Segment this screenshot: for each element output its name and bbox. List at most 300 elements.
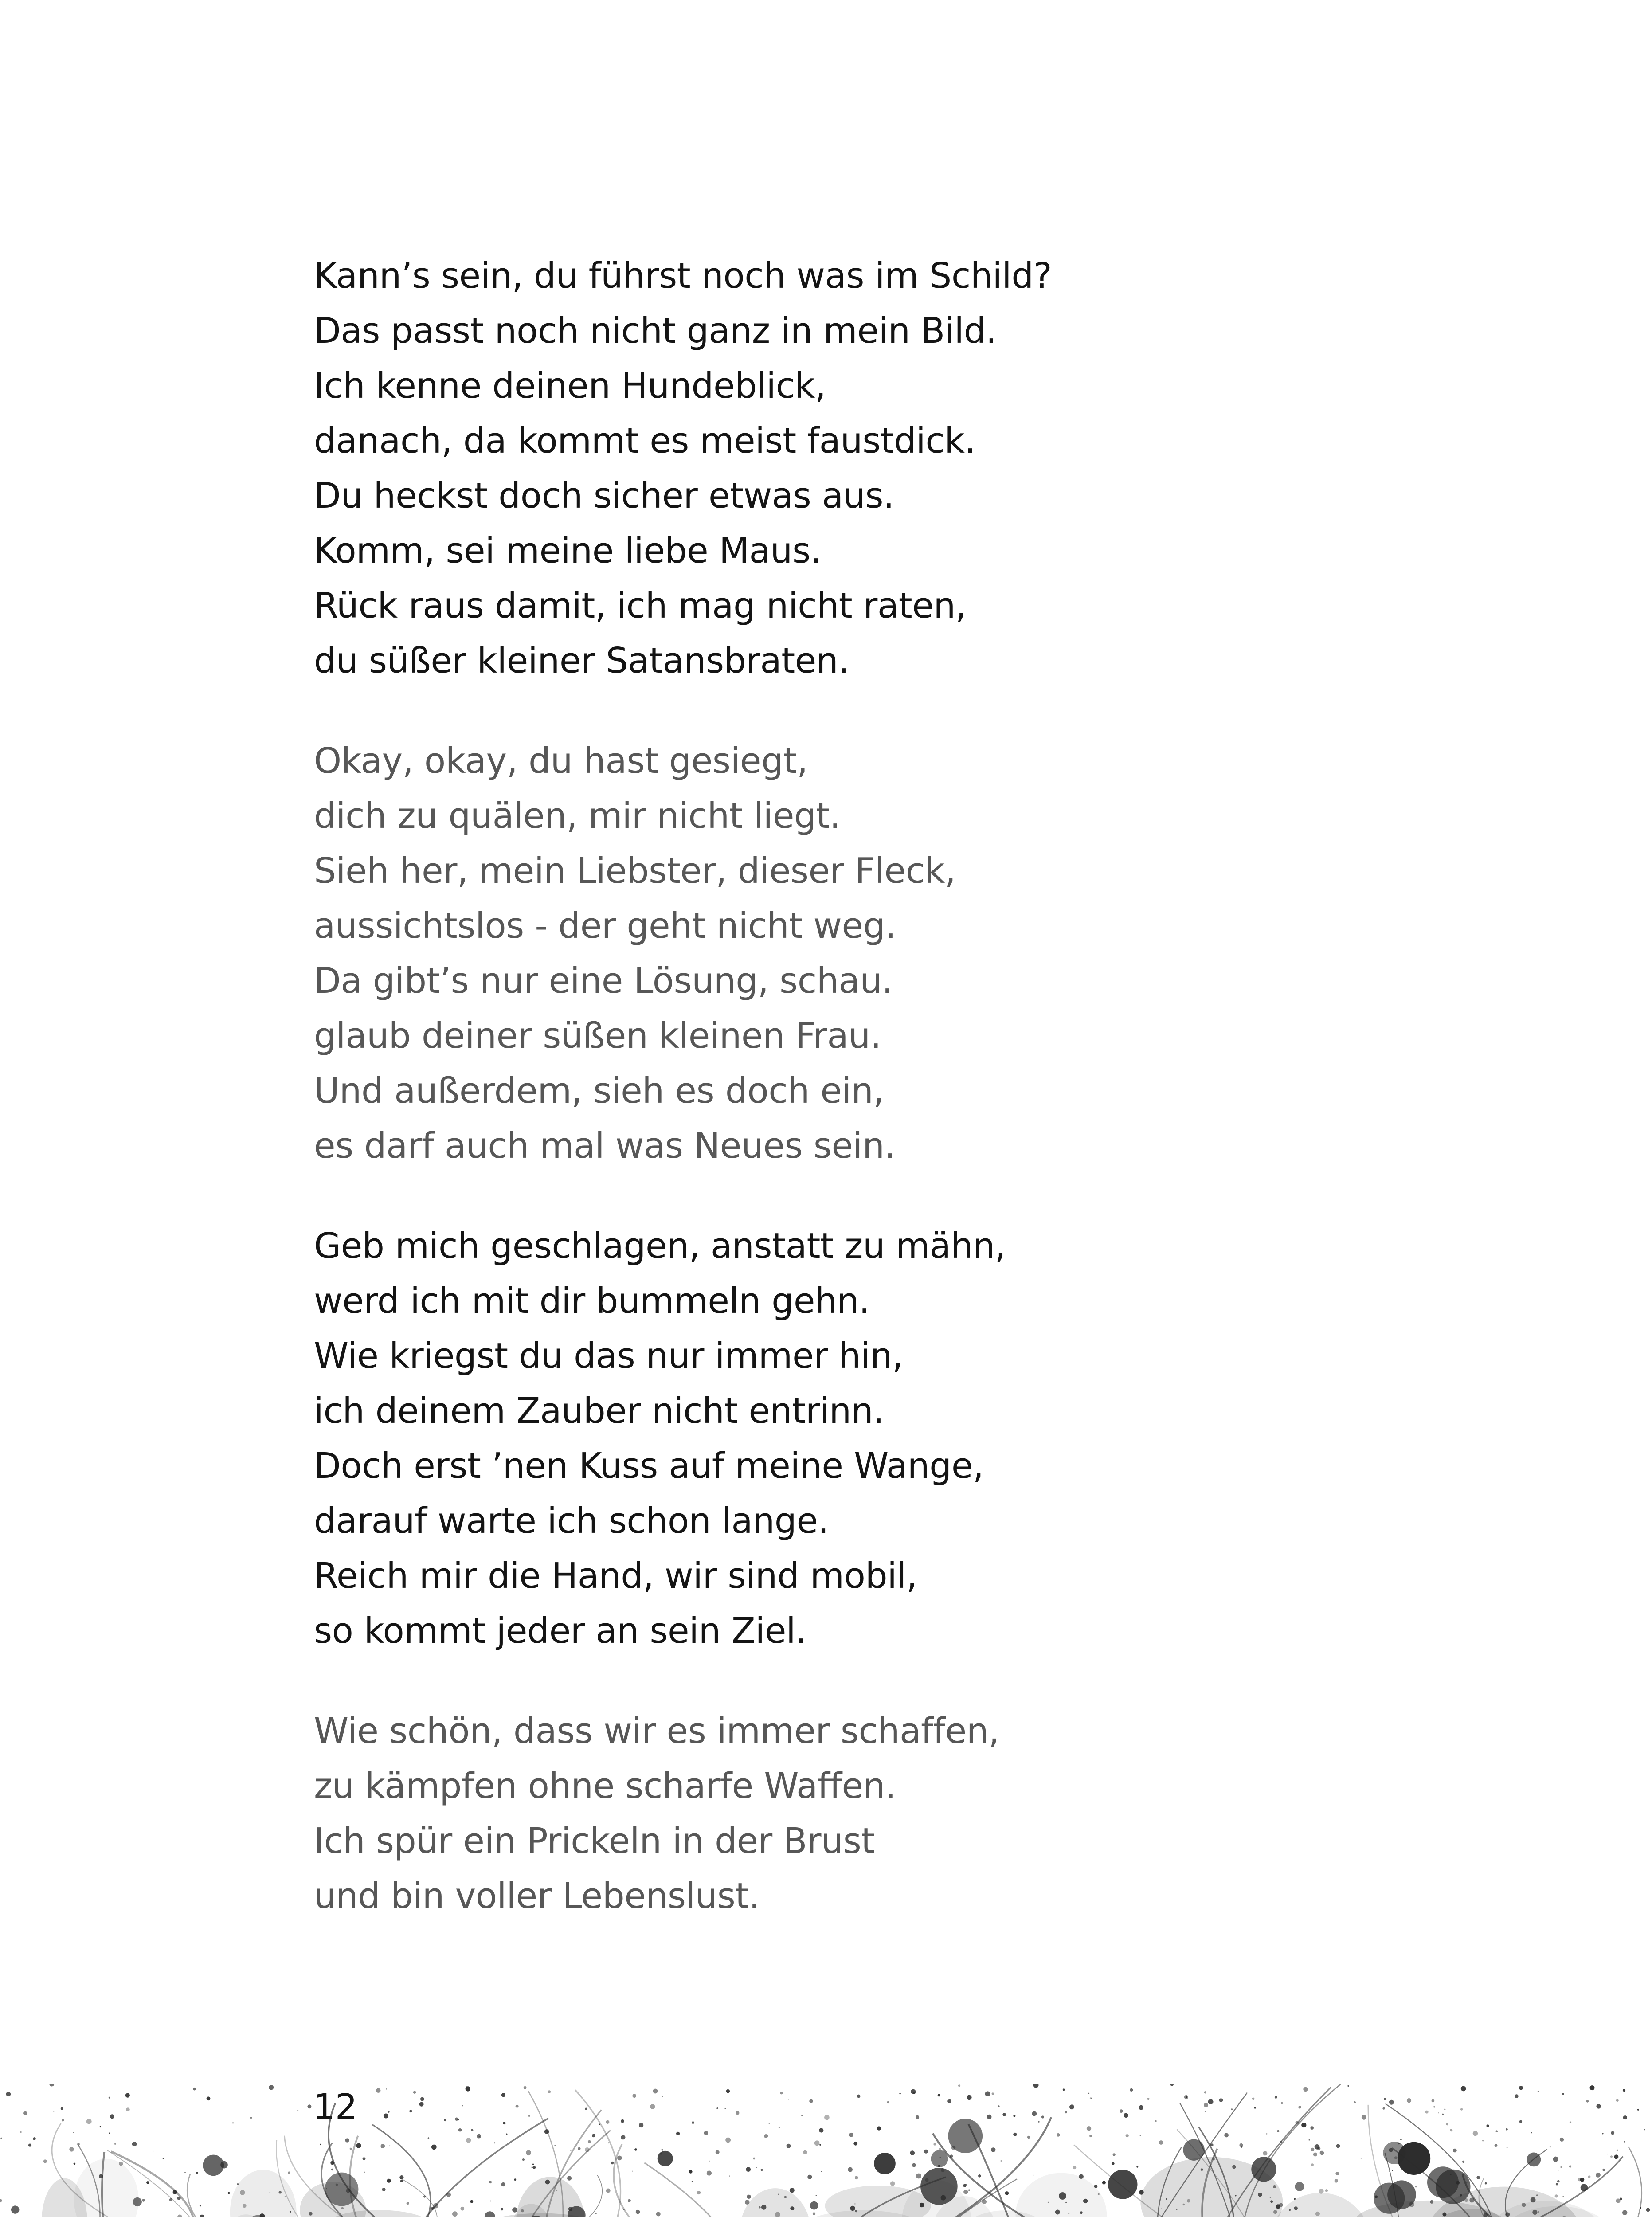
ink-speck bbox=[947, 2099, 951, 2103]
ink-speck bbox=[1254, 2107, 1256, 2109]
ink-speck bbox=[608, 2143, 610, 2144]
ink-speck bbox=[61, 2107, 63, 2110]
poem-line: Geb mich geschlagen, anstatt zu mähn, bbox=[314, 1226, 1006, 1266]
ink-speck bbox=[1124, 2113, 1128, 2118]
ink-speck bbox=[388, 2111, 390, 2113]
ink-speck bbox=[1258, 2193, 1262, 2197]
ink-speck bbox=[309, 2212, 312, 2216]
ink-speck bbox=[501, 2093, 505, 2097]
poem-line: danach, da kommt es meist faustdick. bbox=[314, 420, 976, 461]
ink-speck bbox=[28, 2144, 31, 2147]
ink-speck bbox=[1335, 2172, 1339, 2175]
poem-line: aussichtslos - der geht nicht weg. bbox=[314, 905, 896, 946]
ink-speck bbox=[6, 2092, 11, 2097]
ink-speck bbox=[1310, 2126, 1314, 2130]
ink-speck bbox=[568, 2207, 573, 2211]
ink-stroke bbox=[1584, 2147, 1641, 2217]
ink-speck bbox=[623, 2209, 625, 2210]
ink-speck bbox=[621, 2119, 624, 2123]
ink-speck bbox=[1602, 2169, 1605, 2171]
ink-speck bbox=[1438, 2112, 1439, 2113]
ink-speck bbox=[725, 2108, 726, 2109]
ink-speck bbox=[73, 2132, 74, 2133]
ink-speck bbox=[477, 2134, 481, 2139]
ink-speck bbox=[1079, 2174, 1084, 2179]
ink-speck bbox=[207, 2096, 211, 2100]
ink-speck bbox=[1032, 2111, 1037, 2116]
ink-speck bbox=[1187, 2199, 1190, 2203]
ink-blot bbox=[810, 2201, 818, 2210]
ink-blot bbox=[1251, 2157, 1276, 2182]
ink-speck bbox=[1208, 2099, 1214, 2104]
ink-speck bbox=[985, 2091, 990, 2096]
ink-speck bbox=[433, 2203, 438, 2209]
poem-line: so kommt jeder an sein Ziel. bbox=[314, 1610, 806, 1651]
ink-speck bbox=[1482, 2140, 1484, 2141]
poem-line: Da gibt’s nur eine Lösung, schau. bbox=[314, 960, 893, 1001]
ink-speck bbox=[1098, 2193, 1100, 2195]
ink-speck bbox=[1204, 2103, 1208, 2107]
ink-speck bbox=[387, 2179, 391, 2183]
ink-speck bbox=[462, 2105, 463, 2107]
ink-speck bbox=[636, 2210, 640, 2214]
ink-speck bbox=[1486, 2124, 1489, 2127]
ink-speck bbox=[1159, 2140, 1163, 2145]
ink-speck bbox=[813, 2212, 815, 2215]
ink-speck bbox=[1415, 2186, 1417, 2187]
ink-speck bbox=[1556, 2183, 1558, 2185]
poem-line: dich zu quälen, mir nicht liegt. bbox=[314, 795, 841, 836]
ink-speck bbox=[1057, 2133, 1060, 2137]
ink-speck bbox=[1596, 2173, 1601, 2178]
ink-speck bbox=[1515, 2094, 1518, 2098]
ink-speck bbox=[1389, 2171, 1390, 2172]
ink-speck bbox=[967, 2095, 971, 2100]
ink-speck bbox=[753, 2158, 755, 2160]
ink-speck bbox=[1166, 2198, 1167, 2200]
ink-speck bbox=[413, 2091, 416, 2094]
ink-speck bbox=[628, 2199, 631, 2202]
poem-line: glaub deiner süßen kleinen Frau. bbox=[314, 1015, 881, 1056]
ink-speck bbox=[376, 2088, 380, 2093]
ink-speck bbox=[987, 2115, 992, 2119]
ink-speck bbox=[1538, 2211, 1540, 2213]
ink-speck bbox=[126, 2107, 130, 2111]
ink-speck bbox=[1068, 2213, 1069, 2214]
ink-speck bbox=[950, 2154, 953, 2158]
ink-speck bbox=[899, 2093, 900, 2094]
ink-speck bbox=[1375, 2195, 1378, 2198]
ink-speck bbox=[606, 2120, 609, 2124]
ink-speck bbox=[807, 2175, 812, 2179]
poem-line: Reich mir die Hand, wir sind mobil, bbox=[314, 1555, 917, 1596]
ink-speck bbox=[1065, 2111, 1067, 2113]
ink-speck bbox=[350, 2148, 352, 2150]
ink-speck bbox=[1442, 2114, 1444, 2115]
ink-speck bbox=[790, 2188, 795, 2193]
ink-speck bbox=[489, 2181, 492, 2183]
ink-speck bbox=[1570, 2122, 1571, 2123]
ink-speck bbox=[1065, 2202, 1067, 2203]
ink-speck bbox=[458, 2128, 462, 2131]
ink-speck bbox=[1309, 2139, 1310, 2141]
ink-speck bbox=[916, 2115, 919, 2119]
ink-speck bbox=[177, 2197, 181, 2200]
ink-speck bbox=[228, 2192, 230, 2194]
ink-blot bbox=[133, 2197, 142, 2206]
ink-speck bbox=[1073, 2166, 1076, 2169]
ink-speck bbox=[853, 2142, 857, 2146]
ink-speck bbox=[1295, 2121, 1299, 2125]
ink-speck bbox=[49, 2084, 54, 2087]
ink-speck bbox=[232, 2122, 234, 2123]
ink-speck bbox=[1442, 2213, 1446, 2217]
poem bbox=[314, 248, 1511, 1969]
ink-speck bbox=[819, 2128, 823, 2132]
poem-line: Okay, okay, du hast gesiegt, bbox=[314, 740, 808, 781]
ink-speck bbox=[1140, 2135, 1141, 2136]
ink-speck bbox=[86, 2119, 92, 2124]
ink-speck bbox=[1317, 2147, 1321, 2150]
ink-speck bbox=[1170, 2084, 1174, 2086]
ink-speck bbox=[824, 2115, 830, 2120]
ink-speck bbox=[1313, 2153, 1317, 2157]
ink-speck bbox=[1433, 2106, 1435, 2108]
ink-speck bbox=[992, 2092, 994, 2095]
ink-speck bbox=[653, 2089, 658, 2094]
ink-speck bbox=[599, 2124, 600, 2125]
ink-speck bbox=[1270, 2197, 1271, 2198]
ink-speck bbox=[364, 2172, 365, 2173]
ink-speck bbox=[1563, 2196, 1564, 2197]
ink-speck bbox=[470, 2200, 473, 2203]
ink-speck bbox=[1495, 2144, 1498, 2147]
ink-speck bbox=[916, 2174, 921, 2179]
ink-speck bbox=[33, 2137, 36, 2140]
ink-speck bbox=[330, 2161, 334, 2165]
ink-speck bbox=[1432, 2099, 1435, 2103]
ink-speck bbox=[1640, 2207, 1641, 2209]
ink-blot bbox=[1295, 2182, 1304, 2191]
ink-speck bbox=[62, 2119, 64, 2122]
ink-speck bbox=[578, 2147, 581, 2150]
ink-speck bbox=[532, 2164, 534, 2165]
ink-speck bbox=[1562, 2093, 1564, 2095]
ink-speck bbox=[697, 2191, 701, 2194]
ink-speck bbox=[1610, 2155, 1613, 2158]
ink-speck bbox=[466, 2138, 471, 2143]
ink-speck bbox=[1270, 2200, 1273, 2203]
ink-speck bbox=[1273, 2210, 1277, 2214]
ink-speck bbox=[890, 2181, 895, 2186]
ink-speck bbox=[1389, 2148, 1393, 2152]
ink-speck bbox=[524, 2086, 527, 2089]
ink-speck bbox=[326, 2188, 327, 2189]
ink-speck bbox=[570, 2150, 572, 2151]
ink-speck bbox=[716, 2107, 718, 2109]
ink-speck bbox=[809, 2099, 813, 2103]
ink-speck bbox=[819, 2144, 821, 2146]
ink-speck bbox=[1622, 2210, 1627, 2215]
ink-speck bbox=[585, 2147, 590, 2152]
ink-speck bbox=[1560, 2166, 1562, 2168]
ink-speck bbox=[1507, 2147, 1508, 2148]
ink-speck bbox=[423, 2195, 426, 2197]
ink-speck bbox=[747, 2195, 751, 2199]
ink-speck bbox=[407, 2202, 409, 2205]
ink-stroke bbox=[372, 2125, 431, 2217]
ink-speck bbox=[704, 2131, 709, 2135]
ink-speck bbox=[1362, 2115, 1366, 2120]
ink-speck bbox=[639, 2123, 643, 2127]
ink-speck bbox=[707, 2171, 712, 2176]
ink-speck bbox=[978, 2174, 981, 2178]
ink-speck bbox=[769, 2123, 770, 2124]
ink-speck bbox=[1428, 2154, 1430, 2157]
ink-speck bbox=[1450, 2174, 1451, 2175]
ink-speck bbox=[380, 2144, 385, 2148]
ink-speck bbox=[1392, 2170, 1393, 2171]
ink-speck bbox=[857, 2095, 861, 2098]
ink-speck bbox=[692, 2181, 693, 2182]
ink-blot bbox=[920, 2168, 958, 2205]
ink-speck bbox=[444, 2119, 446, 2121]
ink-speck bbox=[1126, 2134, 1129, 2137]
ink-blot bbox=[1427, 2166, 1459, 2198]
ink-speck bbox=[848, 2167, 853, 2172]
poem-line: es darf auch mal was Neues sein. bbox=[314, 1125, 896, 1166]
ink-speck bbox=[761, 2205, 766, 2209]
ink-speck bbox=[1456, 2181, 1460, 2185]
ink-speck bbox=[606, 2189, 611, 2193]
ink-speck bbox=[363, 2157, 366, 2160]
ink-speck bbox=[279, 2191, 282, 2193]
ink-speck bbox=[269, 2085, 274, 2090]
ink-speck bbox=[400, 2180, 403, 2182]
ink-speck bbox=[725, 2138, 731, 2143]
ink-speck bbox=[556, 2190, 557, 2191]
ink-speck bbox=[1560, 2138, 1564, 2142]
ink-speck bbox=[196, 2172, 198, 2174]
ink-speck bbox=[516, 2105, 519, 2108]
ink-speck bbox=[1212, 2157, 1215, 2161]
ink-speck bbox=[1275, 2096, 1277, 2099]
ink-speck bbox=[243, 2204, 247, 2208]
ink-speck bbox=[788, 2099, 789, 2100]
ink-speck bbox=[1616, 2099, 1619, 2102]
ink-speck bbox=[1224, 2133, 1229, 2138]
ink-speck bbox=[998, 2105, 1000, 2107]
ink-speck bbox=[912, 2163, 916, 2167]
ink-speck bbox=[544, 2129, 549, 2134]
ink-speck bbox=[726, 2089, 730, 2093]
ink-speck bbox=[1460, 2194, 1462, 2196]
ink-speck bbox=[1644, 2129, 1645, 2130]
poem-line: Wie kriegst du das nur immer hin, bbox=[314, 1336, 903, 1376]
ink-speck bbox=[887, 2101, 889, 2103]
ink-speck bbox=[1136, 2166, 1138, 2168]
ink-speck bbox=[501, 2208, 503, 2211]
poem-line: zu kämpfen ohne scharfe Waffen. bbox=[314, 1766, 896, 1806]
ink-speck bbox=[341, 2207, 344, 2209]
ink-speck bbox=[399, 2175, 403, 2179]
ink-wash bbox=[230, 2170, 297, 2217]
ink-speck bbox=[1252, 2098, 1255, 2100]
ink-speck bbox=[1013, 2115, 1015, 2117]
ink-speck bbox=[1531, 2197, 1536, 2202]
poem-line: und bin voller Lebenslust. bbox=[314, 1876, 760, 1916]
ink-speck bbox=[522, 2158, 525, 2161]
ink-speck bbox=[1002, 2113, 1006, 2116]
ink-speck bbox=[109, 2097, 110, 2099]
ink-speck bbox=[1616, 2198, 1621, 2203]
ink-speck bbox=[1311, 2148, 1314, 2151]
ink-speck bbox=[1231, 2108, 1233, 2110]
ink-speck bbox=[938, 2094, 940, 2097]
ink-speck bbox=[759, 2206, 761, 2209]
ink-speck bbox=[548, 2090, 551, 2093]
ink-speck bbox=[1048, 2202, 1049, 2203]
ink-speck bbox=[1444, 2109, 1445, 2110]
ink-speck bbox=[1382, 2107, 1385, 2110]
ink-speck bbox=[938, 2165, 940, 2167]
ink-speck bbox=[1005, 2191, 1009, 2195]
ink-speck bbox=[632, 2094, 636, 2098]
ink-speck bbox=[100, 2126, 101, 2127]
ink-speck bbox=[1130, 2088, 1133, 2092]
ink-speck bbox=[1519, 2086, 1523, 2090]
ink-speck bbox=[925, 2178, 928, 2182]
ink-speck bbox=[951, 2146, 956, 2150]
ink-speck bbox=[939, 2148, 941, 2150]
poem-line: Kann’s sein, du führst noch was im Schild? bbox=[314, 255, 1052, 296]
ink-speck bbox=[910, 2150, 915, 2155]
ink-speck bbox=[1325, 2189, 1328, 2192]
ink-speck bbox=[913, 2092, 916, 2094]
ink-speck bbox=[588, 2140, 591, 2143]
ink-speck bbox=[74, 2163, 76, 2165]
ink-speck bbox=[1176, 2209, 1177, 2210]
ink-speck bbox=[1506, 2128, 1508, 2131]
page-number: 12 bbox=[313, 2087, 357, 2127]
ink-speck bbox=[1588, 2175, 1590, 2178]
ink-speck bbox=[43, 2159, 47, 2163]
ink-speck bbox=[1361, 2158, 1362, 2159]
ink-speck bbox=[1088, 2093, 1089, 2094]
ink-speck bbox=[963, 2190, 968, 2194]
ink-speck bbox=[1055, 2210, 1060, 2215]
ink-speck bbox=[1430, 2200, 1433, 2204]
ink-speck bbox=[1089, 2135, 1092, 2137]
ink-speck bbox=[1315, 2212, 1320, 2216]
ink-speck bbox=[761, 2169, 763, 2171]
ink-speck bbox=[528, 2115, 530, 2117]
ink-speck bbox=[1301, 2123, 1306, 2127]
ink-speck bbox=[1611, 2131, 1614, 2135]
ink-speck bbox=[285, 2196, 286, 2197]
ink-speck bbox=[110, 2114, 114, 2119]
ink-speck bbox=[1586, 2100, 1589, 2103]
ink-speck bbox=[419, 2102, 424, 2107]
ink-speck bbox=[1637, 2109, 1639, 2111]
ink-speck bbox=[991, 2147, 995, 2152]
ink-speck bbox=[466, 2086, 470, 2091]
ink-speck bbox=[521, 2209, 524, 2213]
ink-speck bbox=[23, 2111, 27, 2115]
ink-speck bbox=[20, 2131, 22, 2133]
ink-speck bbox=[778, 2194, 779, 2195]
ink-speck bbox=[1069, 2104, 1074, 2109]
ink-speck bbox=[1183, 2204, 1185, 2205]
ink-speck bbox=[1311, 2163, 1314, 2166]
ink-speck bbox=[968, 2189, 970, 2191]
ink-speck bbox=[532, 2166, 533, 2168]
ink-speck bbox=[1120, 2109, 1123, 2113]
stanza-2 bbox=[314, 733, 1511, 1173]
ink-speck bbox=[736, 2111, 739, 2115]
ink-speck bbox=[125, 2093, 130, 2098]
ink-speck bbox=[941, 2168, 945, 2172]
ink-speck bbox=[460, 2207, 464, 2211]
ink-speck bbox=[331, 2169, 333, 2170]
ink-speck bbox=[1602, 2133, 1603, 2134]
ink-speck bbox=[466, 2086, 467, 2087]
ink-speck bbox=[784, 2196, 787, 2198]
stanza-3 bbox=[314, 1218, 1511, 1658]
ink-speck bbox=[595, 2213, 597, 2214]
ink-speck bbox=[746, 2167, 751, 2172]
ink-blot bbox=[931, 2150, 948, 2167]
ink-speck bbox=[634, 2148, 637, 2151]
ink-speck bbox=[142, 2199, 145, 2201]
ink-speck bbox=[452, 2211, 458, 2217]
ink-speck bbox=[290, 2211, 291, 2213]
ink-speck bbox=[1354, 2101, 1356, 2103]
ink-blot bbox=[1108, 2170, 1137, 2199]
ink-speck bbox=[512, 2207, 517, 2212]
ink-speck bbox=[821, 2171, 822, 2172]
ink-speck bbox=[455, 2118, 458, 2121]
ink-speck bbox=[532, 2166, 536, 2169]
ink-speck bbox=[1450, 2129, 1452, 2131]
ink-speck bbox=[1522, 2203, 1526, 2207]
ink-speck bbox=[1617, 2150, 1618, 2151]
ink-speck bbox=[1407, 2098, 1411, 2103]
ink-speck bbox=[288, 2171, 290, 2174]
ink-speck bbox=[431, 2207, 434, 2210]
ink-speck bbox=[1461, 2086, 1466, 2092]
ink-speck bbox=[1394, 2156, 1398, 2159]
ink-speck bbox=[1210, 2143, 1214, 2146]
ink-speck bbox=[99, 2174, 103, 2178]
ink-speck bbox=[1038, 2121, 1040, 2123]
ink-speck bbox=[431, 2145, 437, 2150]
ink-speck bbox=[345, 2138, 349, 2142]
ink-speck bbox=[1139, 2105, 1143, 2110]
ink-speck bbox=[958, 2084, 960, 2087]
ink-speck bbox=[1083, 2199, 1088, 2203]
ink-speck bbox=[920, 2203, 924, 2207]
ink-speck bbox=[409, 2110, 412, 2112]
ink-speck bbox=[1201, 2168, 1203, 2171]
ink-speck bbox=[660, 2153, 662, 2155]
ink-speck bbox=[1319, 2189, 1323, 2193]
ink-blot bbox=[874, 2153, 896, 2174]
poem-line: werd ich mit dir bummeln gehn. bbox=[314, 1281, 870, 1321]
poem-line: Wie schön, dass wir es immer schaffen, bbox=[314, 1711, 999, 1751]
ink-speck bbox=[1409, 2202, 1414, 2207]
ink-speck bbox=[1303, 2087, 1308, 2092]
